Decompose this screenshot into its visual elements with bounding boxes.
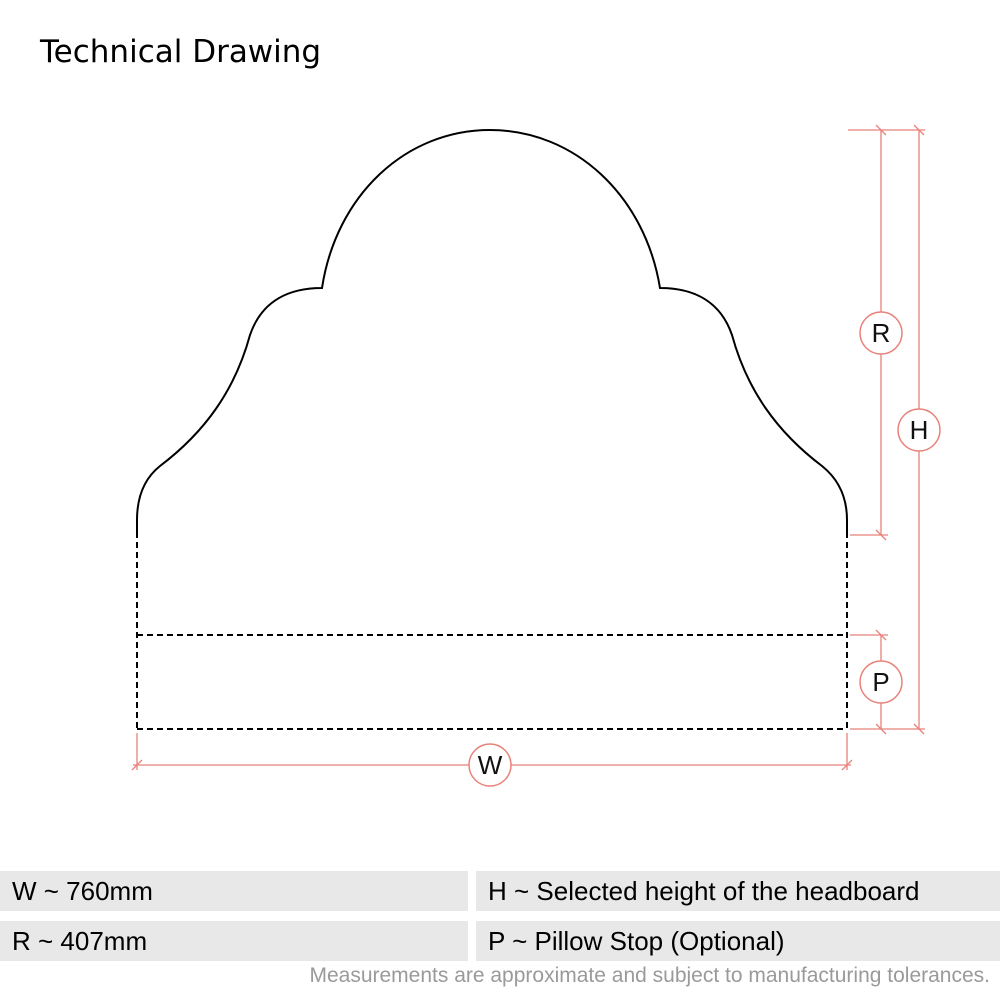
dimension-h-marker bbox=[898, 409, 940, 451]
legend-p-text: ~ Pillow Stop (Optional) bbox=[504, 926, 785, 956]
legend-h-key: H bbox=[488, 876, 507, 906]
legend-h bbox=[476, 871, 1000, 911]
legend-r bbox=[0, 921, 468, 961]
legend-w bbox=[0, 871, 468, 911]
dimension-lines bbox=[132, 125, 925, 770]
legend-w-text: ~ 760mm bbox=[36, 876, 153, 906]
legend-p-key: P bbox=[488, 926, 505, 956]
legend-p bbox=[476, 921, 1000, 961]
dimension-w-label: W bbox=[477, 750, 503, 780]
dimension-p-marker bbox=[860, 661, 902, 703]
headboard-outline bbox=[137, 130, 847, 532]
footnote: Measurements are approximate and subject to manufacturing tolerances. bbox=[309, 964, 990, 987]
legend-r-key: R bbox=[12, 926, 31, 956]
legend-w-key: W bbox=[12, 876, 37, 906]
dimension-r-label: R bbox=[871, 318, 891, 348]
legend-r-text: ~ 407mm bbox=[30, 926, 148, 956]
dashed-lower-section bbox=[137, 532, 847, 729]
dimension-h-label: H bbox=[909, 415, 929, 445]
page-title: Technical Drawing bbox=[40, 34, 322, 70]
dimension-r-marker bbox=[860, 312, 902, 354]
dimension-w-marker bbox=[469, 744, 511, 786]
legend-h-text: ~ Selected height of the headboard bbox=[506, 876, 920, 906]
dimension-p-label: P bbox=[872, 667, 890, 697]
